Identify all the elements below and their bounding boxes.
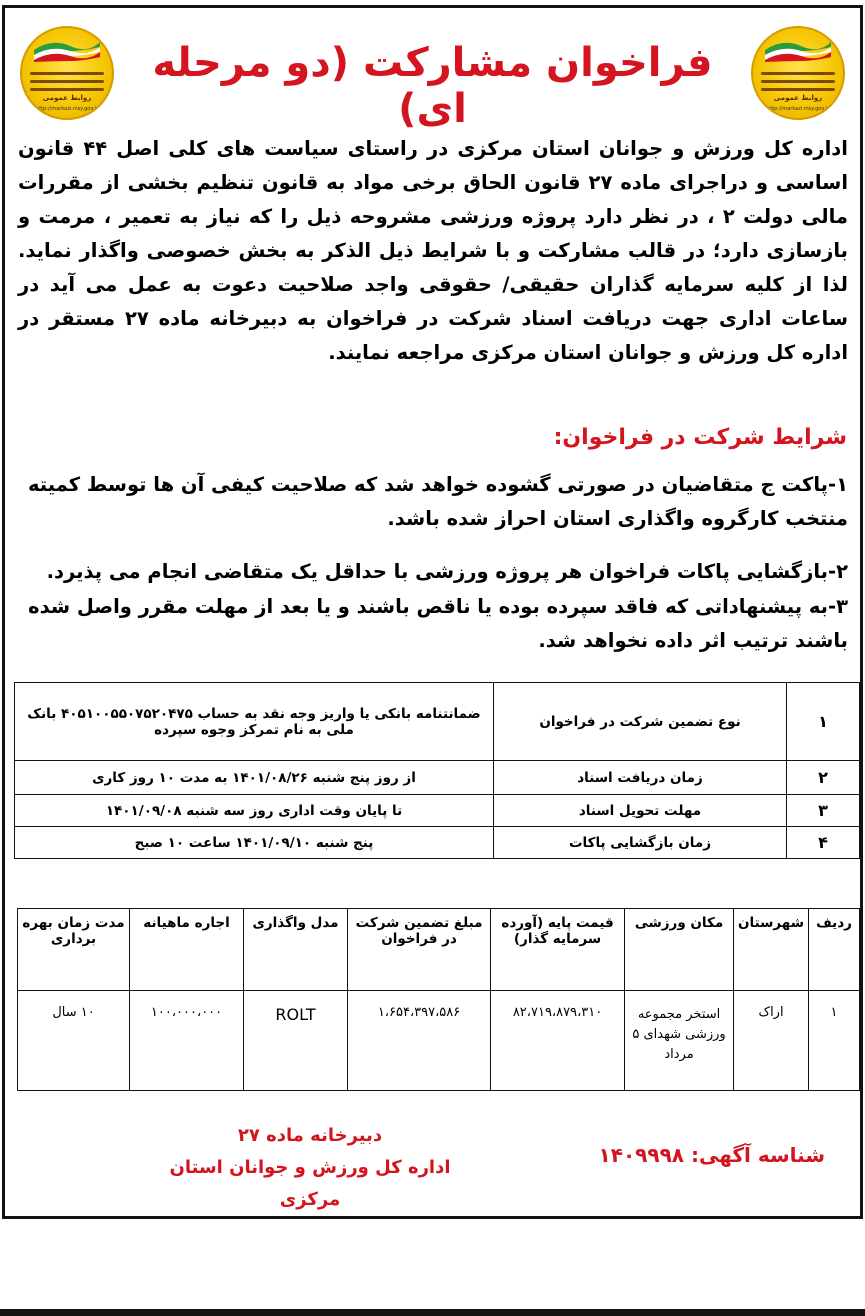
- header-cell: مبلغ تضمین شرکت در فراخوان: [348, 909, 491, 991]
- ministry-logo-left: [20, 26, 114, 120]
- header-cell: شهرستان: [734, 909, 809, 991]
- flag-icon: [763, 36, 833, 62]
- header-cell: مکان ورزشی: [625, 909, 734, 991]
- ministry-logo-right: [751, 26, 845, 120]
- row-label: زمان بازگشایی پاکات: [494, 827, 787, 859]
- row-number: ۲: [787, 761, 860, 795]
- row-number: ۱: [787, 683, 860, 761]
- cell-operation-period: ۱۰ سال: [18, 991, 130, 1091]
- secretariat-name: دبیرخانه ماده ۲۷: [237, 1125, 383, 1146]
- flag-icon: [32, 36, 102, 62]
- row-value: از روز پنج شنبه ۱۴۰۱/۰۸/۲۶ به مدت ۱۰ روز کاری: [15, 761, 494, 795]
- footer-signature: [150, 1120, 470, 1216]
- logo-url: http://markazi.msy.gov.ir: [36, 106, 98, 112]
- cell-guarantee-amount: ۱،۶۵۴،۳۹۷،۵۸۶: [348, 991, 491, 1091]
- row-number: ۳: [787, 795, 860, 827]
- header-cell: مدت زمان بهره برداری: [18, 909, 130, 991]
- header-cell: ردیف: [809, 909, 860, 991]
- row-value: تا پایان وقت اداری روز سه شنبه ۱۴۰۱/۰۹/۰۸: [15, 795, 494, 827]
- cell-venue: استخر مجموعه ورزشی شهدای ۵ مرداد: [625, 991, 734, 1091]
- condition-2: ۲-بازگشایی پاکات فراخوان هر پروژه ورزشی با حداقل یک متقاضی انجام می پذیرد.: [46, 560, 848, 583]
- cell-city: اراک: [734, 991, 809, 1091]
- table-row: [15, 795, 860, 827]
- table-header-row: [18, 909, 860, 991]
- bottom-divider: [0, 1309, 865, 1316]
- table-row: [15, 761, 860, 795]
- cell-monthly-rent: ۱۰۰،۰۰۰،۰۰۰: [130, 991, 244, 1091]
- header-cell: اجاره ماهیانه: [130, 909, 244, 991]
- page-title: فراخوان مشارکت (دو مرحله ای): [152, 40, 713, 132]
- condition-3: ۳-به پیشنهاداتی که فاقد سپرده بوده یا ناقص باشند و یا بعد از مهلت مقرر واصل شده باشند ترتیب اثر داده نخواهد شد.: [28, 595, 848, 652]
- cell-base-price: ۸۲،۷۱۹،۸۷۹،۳۱۰: [491, 991, 625, 1091]
- condition-1: ۱-پاکت ج متقاضیان در صورتی گشوده خواهد شد که صلاحیت کیفی آن ها توسط کمیته منتخب کارگروه واگذاری استان احراز شده باشد.: [27, 473, 848, 530]
- ad-id: شناسه آگهی: ۱۴۰۹۹۹۸: [598, 1143, 825, 1167]
- row-label: نوع تضمین شرکت در فراخوان: [494, 683, 787, 761]
- logo-label: روابط عمومی: [773, 94, 823, 102]
- row-number: ۴: [787, 827, 860, 859]
- project-table: [17, 908, 860, 1091]
- table-row: [15, 827, 860, 859]
- organization-name: اداره کل ورزش و جوانان استان مرکزی: [169, 1157, 451, 1210]
- table-row: [15, 683, 860, 761]
- row-value: پنج شنبه ۱۴۰۱/۰۹/۱۰ ساعت ۱۰ صبح: [15, 827, 494, 859]
- header-cell: مدل واگذاری: [244, 909, 348, 991]
- row-label: زمان دریافت اسناد: [494, 761, 787, 795]
- table-row: [18, 991, 860, 1091]
- cell-row-number: ۱: [809, 991, 860, 1091]
- conditions-heading: شرایط شرکت در فراخوان:: [553, 425, 847, 450]
- logo-label: روابط عمومی: [42, 94, 92, 102]
- intro-paragraph: اداره کل ورزش و جوانان استان مرکزی در راستای سیاست های کلی اصل ۴۴ قانون اساسی و دراجرای ماده ۲۷ قانون الحاق برخی مواد به قانون تنظیم بخشی از مقررات مالی دولت ۲ ، در نظر دارد پروژه ورزشی مشروحه ذیل را که نیاز به تعمیر ، مرمت و بازسازی دارد؛ در قالب مشارکت و با شرایط ذیل الذکر به بخش خصوصی واگذار نماید. لذا از کلیه سرمایه گذاران حقیقی/ حقوقی واجد صلاحیت دعوت به عمل می آید در ساعات اداری جهت دریافت اسناد شرکت در فراخوان به دبیرخانه ماده ۲۷ مستقر در اداره کل ورزش و جوانان استان مرکزی مراجعه نمایند.: [18, 137, 848, 364]
- header-cell: قیمت پایه (آورده سرمایه گذار): [491, 909, 625, 991]
- logo-url: http://markazi.msy.gov.ir: [767, 106, 829, 112]
- tender-info-table: [14, 682, 860, 859]
- cell-assignment-model: ROLT: [244, 991, 348, 1091]
- row-value: ضمانتنامه بانکی یا واریز وجه نقد به حساب ۴۰۵۱۰۰۵۵۰۷۵۲۰۴۷۵ بانک ملی به نام تمرکز وجوه سپرده: [15, 683, 494, 761]
- row-label: مهلت تحویل اسناد: [494, 795, 787, 827]
